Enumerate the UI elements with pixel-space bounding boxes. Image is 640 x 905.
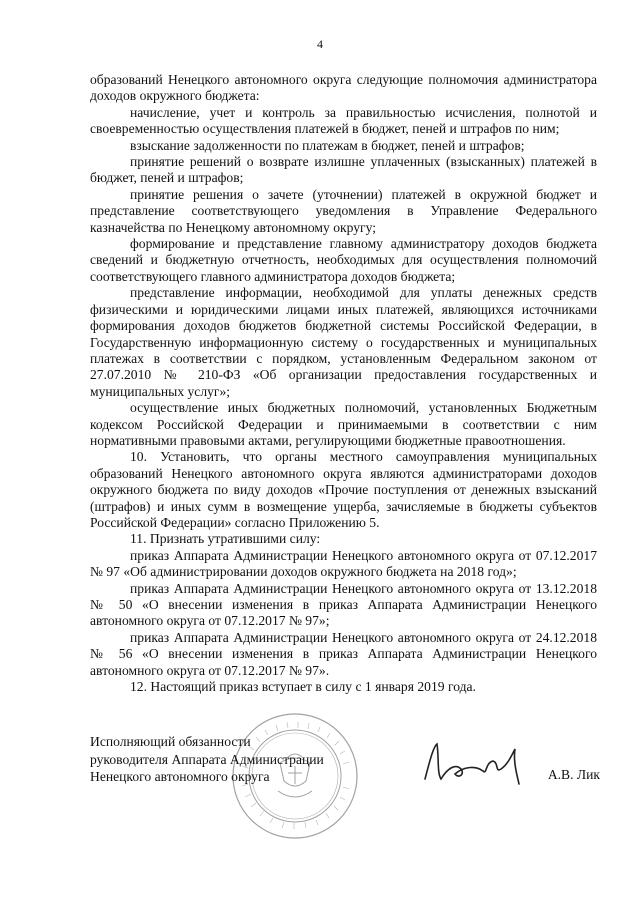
paragraph: принятие решения о зачете (уточнении) платежей в окружной бюджет и представление соответствующего уведомления в Управление Федерального казначейства по Ненецкому автономному округу; <box>90 186 597 235</box>
paragraph: осуществление иных бюджетных полномочий, установленных Бюджетным кодексом Российской Федерации и принимаемыми в соответствии с ним нормативными правовыми актами, регулирующими бюджетные правоотношения. <box>90 400 597 448</box>
signatory-title <box>90 733 324 786</box>
paragraph: начисление, учет и контроль за правильностью исчисления, полнотой и своевременностью осуществления платежей в бюджет, пеней и штрафов по ним; <box>90 104 597 137</box>
handwritten-signature <box>415 739 535 789</box>
signatory-title-line: Исполняющий обязанности <box>90 734 251 749</box>
page-number: 4 <box>317 37 323 51</box>
paragraph: 12. Настоящий приказ вступает в силу с 1 января 2019 года. <box>130 679 476 695</box>
paragraph: приказ Аппарата Администрации Ненецкого автономного округа от 24.12.2018 № 56 «О внесении изменения в приказ Аппарата Администрации Ненецкого автономного округа от 07.12.2017 № 97». <box>90 629 597 678</box>
signature-block <box>90 733 600 843</box>
paragraph: взыскание задолженности по платежам в бюджет, пеней и штрафов; <box>130 137 525 153</box>
paragraph: приказ Аппарата Администрации Ненецкого автономного округа от 07.12.2017 № 97 «Об администрировании доходов окружного бюджета на 2018 год»; <box>90 547 597 580</box>
paragraph: 11. Признать утратившими силу: <box>130 531 321 547</box>
paragraph: принятие решений о возврате излишне уплаченных (взысканных) платежей в бюджет, пеней и штрафов; <box>90 154 597 186</box>
paragraph: формирование и представление главному администратору доходов бюджета сведений и бюджетную отчетность, необходимых для осуществления полномочий соответствующего главного администратора доходов бюджета; <box>90 236 597 284</box>
paragraph: образований Ненецкого автономного округа следующие полномочия администратора доходов окружного бюджета: <box>90 72 597 104</box>
paragraph: представление информации, необходимой для уплаты денежных средств физическими и юридическими лицами иных платежей, являющихся источниками формирования доходов бюджетов бюджетной системы Российской Федерации, в Государственную информационную систему о государственных и муниципальных платежах в соответствии с порядком, установленным Федеральном законом от 27.07.2010 № 210-ФЗ «Об организации предоставления государственных и муниципальных услуг»; <box>90 285 597 399</box>
signatory-title-line: руководителя Аппарата Администрации <box>90 751 324 767</box>
document-body <box>90 72 597 695</box>
signatory-name: А.В. Лик <box>547 767 600 782</box>
paragraph: приказ Аппарата Администрации Ненецкого автономного округа от 13.12.2018 № 50 «О внесении изменения в приказ Аппарата Администрации Ненецкого автономного округа от 07.12.2017 № 97»; <box>90 580 597 629</box>
signatory-title-line: Ненецкого автономного округа <box>90 769 270 784</box>
paragraph: 10. Установить, что органы местного самоуправления муниципальных образований Ненецкого автономного округа являются администраторами доходов окружного бюджета по виду доходов «Прочие поступления от денежных взысканий (штрафов) и иных сумм в возмещение ущерба, зачисляемые в бюджеты субъектов Российской Федерации» согласно Приложению 5. <box>90 449 597 530</box>
